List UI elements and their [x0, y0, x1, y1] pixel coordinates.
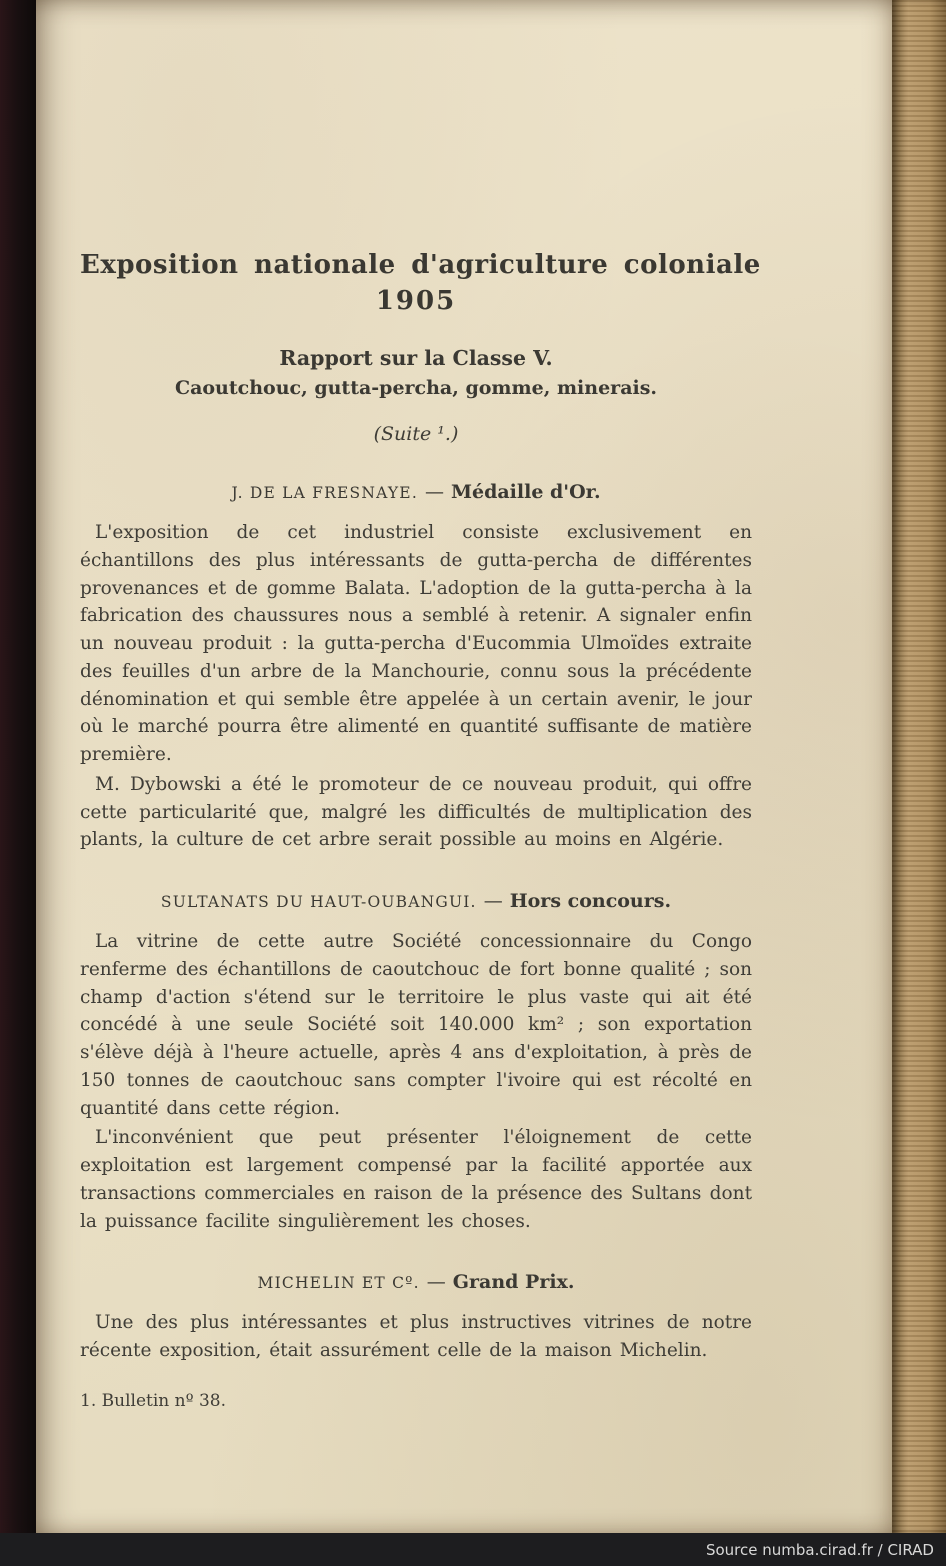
document-year: 1905	[375, 286, 457, 316]
heading-dash: —	[424, 481, 444, 503]
paragraph: La vitrine de cette autre Société concessionnaire du Congo renferme des échantillons de caoutchouc de fort bonne qualité ; son champ d'action s'étend sur le territoire le plus vaste qui ait été concédé à une seule Société soit 140.000 km² ; son exportation s'élève déjà à l'heure actuelle, après 4 ans d'exploitation, à près de 150 tonnes de caoutchouc sans compter l'ivoire qui est récolté en quantité dans cette région.	[80, 931, 752, 1119]
award-label: Hors concours.	[509, 890, 672, 912]
heading-dash: —	[426, 1271, 446, 1294]
section-heading-michelin	[80, 1271, 752, 1293]
suite-note: (Suite ¹.)	[373, 423, 459, 445]
book-page-edges	[892, 0, 946, 1533]
footnote: 1. Bulletin nº 38.	[80, 1390, 227, 1411]
paragraph: L'exposition de cet industriel consiste exclusivement en échantillons des plus intéressants de gutta-percha de différentes provenances et de gomme Balata. L'adoption de la gutta-percha à la fabrication des chaussures nous a semblé à retenir. A signaler enfin un nouveau produit : la gutta-percha d'Eucommia Ulmoïdes extraite des feuilles d'un arbre de la Manchourie, connu sous la précédente dénomination et qui semble être appelée à un certain avenir, le jour où le marché pourra être alimenté en quantité suffisante de matière première.	[80, 522, 752, 765]
source-text: Source numba.cirad.fr / CIRAD	[705, 1540, 934, 1559]
exhibitor-name: SULTANATS DU HAUT-OUBANGUI.	[160, 893, 477, 911]
section-heading-haut-oubangui	[80, 890, 752, 912]
page-paper	[36, 0, 892, 1533]
book-binding-edge	[0, 0, 36, 1566]
page-content	[36, 0, 761, 1411]
award-label: Médaille d'Or.	[450, 481, 601, 503]
document-title: Exposition nationale d'agriculture coloniale	[80, 250, 761, 280]
paragraph: L'inconvénient que peut présenter l'éloignement de cette exploitation est largement compensé par la facilité apportée aux transactions commerciales en raison de la présence des Sultans dont la puissance facilite singulièrement les choses.	[80, 1127, 752, 1232]
paragraph: M. Dybowski a été le promoteur de ce nouveau produit, qui offre cette particularité que, malgré les difficultés de multiplication des plants, la culture de cet arbre serait possible au moins en Algérie.	[80, 773, 752, 851]
report-title: Rapport sur la Classe V.	[279, 346, 553, 370]
award-label: Grand Prix.	[452, 1271, 575, 1294]
exhibitor-name: MICHELIN ET Cº.	[257, 1274, 420, 1293]
exhibitor-name: J. DE LA FRESNAYE.	[231, 484, 418, 502]
heading-dash: —	[483, 890, 503, 912]
report-subtitle: Caoutchouc, gutta-percha, gomme, minerais.	[174, 377, 658, 399]
section-heading-fresnaye	[80, 481, 752, 503]
paragraph: Une des plus intéressantes et plus instructives vitrines de notre récente exposition, était assurément celle de la maison Michelin.	[80, 1312, 752, 1361]
source-attribution-bar	[0, 1533, 946, 1566]
